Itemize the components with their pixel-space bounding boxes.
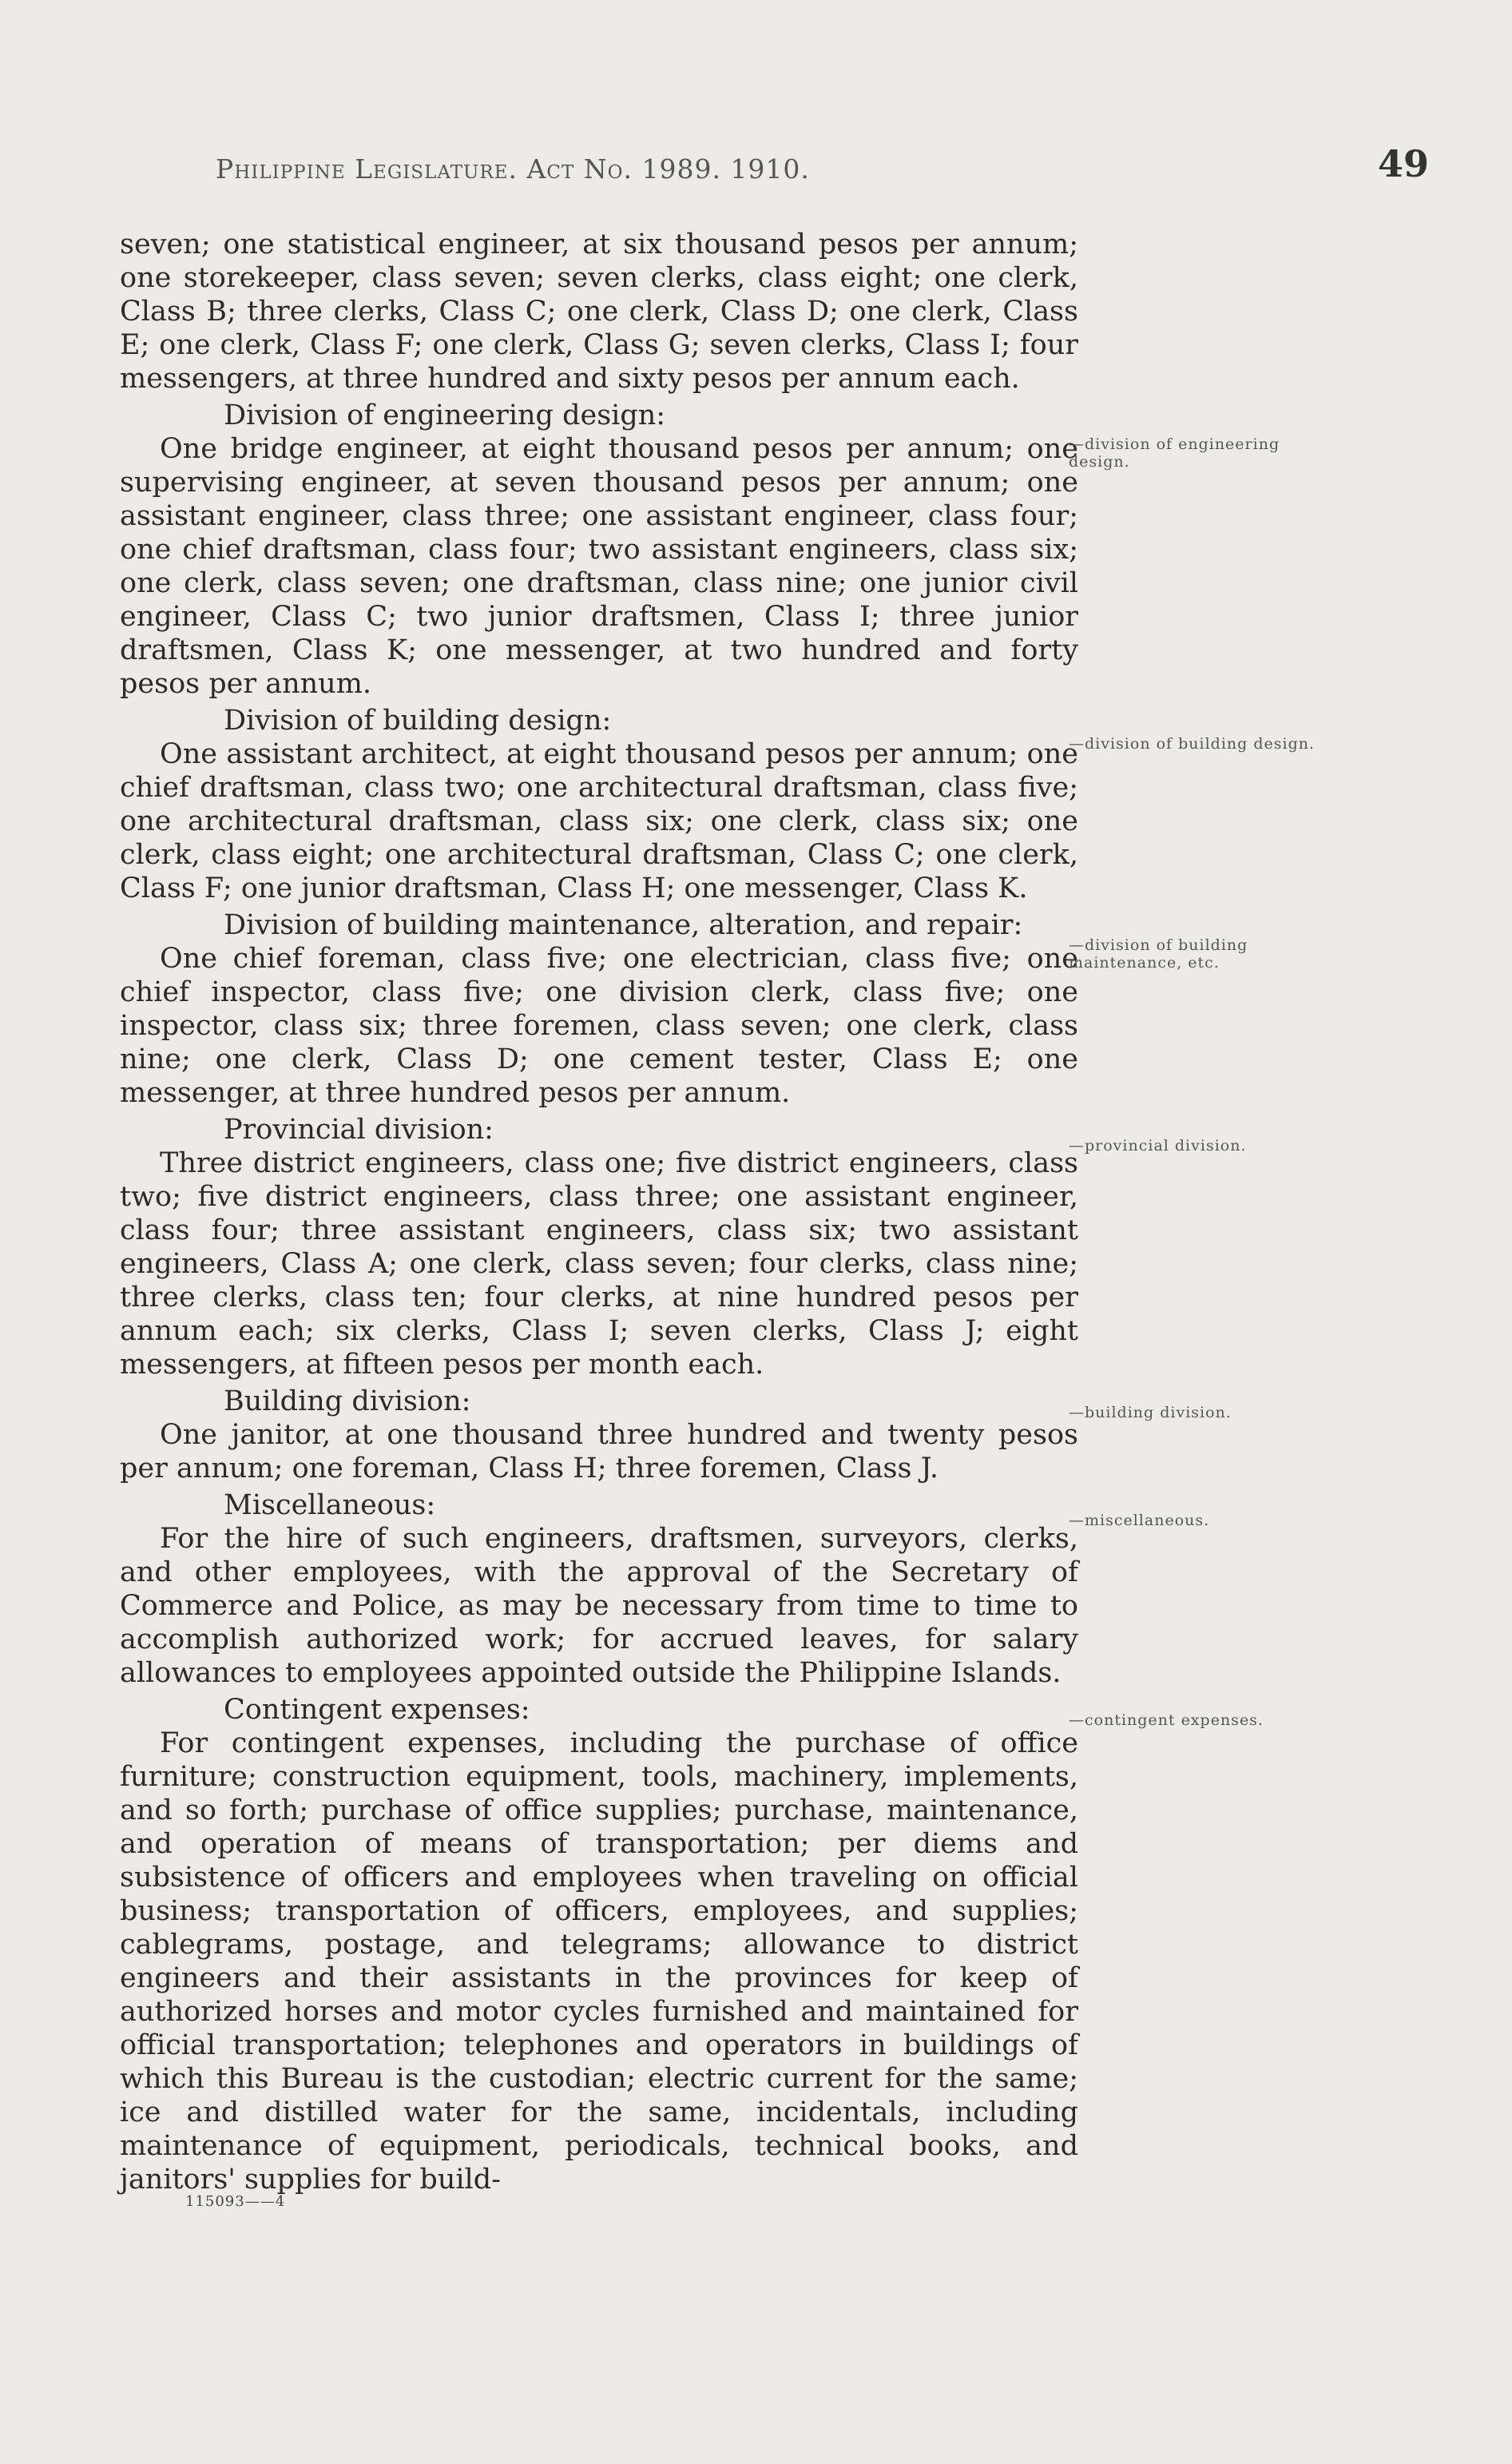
running-head: Philippine Legislature. Act No. 1989. 1910. [216, 153, 810, 185]
provincial-division-paragraph: Three district engineers, class one; five district engineers, class two; five district engineers, class three; one assistant engineer, class four; three assistant engineers, class six; two assistant engineers, Class A; one clerk, class seven; four clerks, class nine; three clerks, class ten; four clerks, at nine hundred pesos per annum each; six clerks, Class I; seven clerks, Class J; eight messengers, at fifteen pesos per month each. [120, 1147, 1078, 1381]
margin-note-engineering: —division of engineering design. [1069, 435, 1280, 471]
engineering-design-paragraph: One bridge engineer, at eight thousand pesos per annum; one supervising engineer, at seven thousand pesos per annum; one assistant engineer, class three; one assistant engineer, class four; one chief draftsman, class four; two assistant engineers, class six; one clerk, class seven; one draftsman, class nine; one junior civil engineer, Class C; two junior draftsmen, Class I; three junior draftsmen, Class K; one messenger, at two hundred and forty pesos per annum. [120, 433, 1078, 700]
building-maintenance-heading: Division of building maintenance, alteration, and repair: [224, 909, 1023, 941]
margin-note-miscellaneous: —miscellaneous. [1069, 1512, 1210, 1529]
provincial-division-heading: Provincial division: [224, 1114, 494, 1146]
margin-note-contingent: —contingent expenses. [1069, 1711, 1264, 1729]
contingent-expenses-paragraph: For contingent expenses, including the purchase of office furniture; construction equipment, tools, machinery, implements, and so forth; purchase of office supplies; purchase, maintenance, and operation of means of transportation; per diems and subsistence of officers and employees when traveling on official business; transportation of officers, employees, and supplies; cablegrams, postage, and telegrams; allowance to district engineers and their assistants in the provinces for keep of authorized horses and motor cycles furnished and maintained for official transportation; telephones and operators in buildings of which this Bureau is the custodian; electric current for the same; ice and distilled water for the same, incidentals, including maintenance of equipment, periodicals, technical books, and janitors' supplies for build- [120, 1727, 1078, 2196]
building-design-heading: Division of building design: [224, 705, 612, 737]
contingent-expenses-heading: Contingent expenses: [224, 1694, 530, 1726]
engineering-design-heading: Division of engineering design: [224, 399, 666, 431]
margin-note-maintenance: —division of building maintenance, etc. [1069, 936, 1248, 972]
miscellaneous-paragraph: For the hire of such engineers, draftsmen, surveyors, clerks, and other employees, with the approval of the Secretary of Commerce and Police, as may be necessary from time to time to accomplish authorized work; for accrued leaves, for salary allowances to employees appointed outside the Philippine Islands. [120, 1523, 1078, 1689]
margin-note-building-division: —building division. [1069, 1404, 1232, 1421]
miscellaneous-heading: Miscellaneous: [224, 1489, 436, 1521]
building-division-paragraph: One janitor, at one thousand three hundred and twenty pesos per annum; one foreman, Class H; three foremen, Class J. [120, 1419, 1078, 1484]
building-maintenance-paragraph: One chief foreman, class five; one electrician, class five; one chief inspector, class five; one division clerk, class five; one inspector, class six; three foremen, class seven; one clerk, class nine; one clerk, Class D; one cement tester, Class E; one messenger, at three hundred pesos per annum. [120, 943, 1078, 1109]
margin-note-provincial: —provincial division. [1069, 1137, 1247, 1155]
body-text [120, 228, 1078, 2196]
building-design-paragraph: One assistant architect, at eight thousand pesos per annum; one chief draftsman, class two; one architectural draftsman, class five; one architectural draftsman, class six; one clerk, class six; one clerk, class eight; one architectural draftsman, Class C; one clerk, Class F; one junior draftsman, Class H; one messenger, Class K. [120, 738, 1078, 904]
intro-paragraph: seven; one statistical engineer, at six thousand pesos per annum; one storekeeper, class seven; seven clerks, class eight; one clerk, Class B; three clerks, Class C; one clerk, Class D; one clerk, Class E; one clerk, Class F; one clerk, Class G; seven clerks, Class I; four messengers, at three hundred and sixty pesos per annum each. [120, 229, 1078, 395]
building-division-heading: Building division: [224, 1385, 471, 1417]
margin-note-building-design: —division of building design. [1069, 735, 1316, 753]
page-number: 49 [1378, 142, 1430, 185]
signature-mark: 115093——4 [185, 2193, 286, 2210]
